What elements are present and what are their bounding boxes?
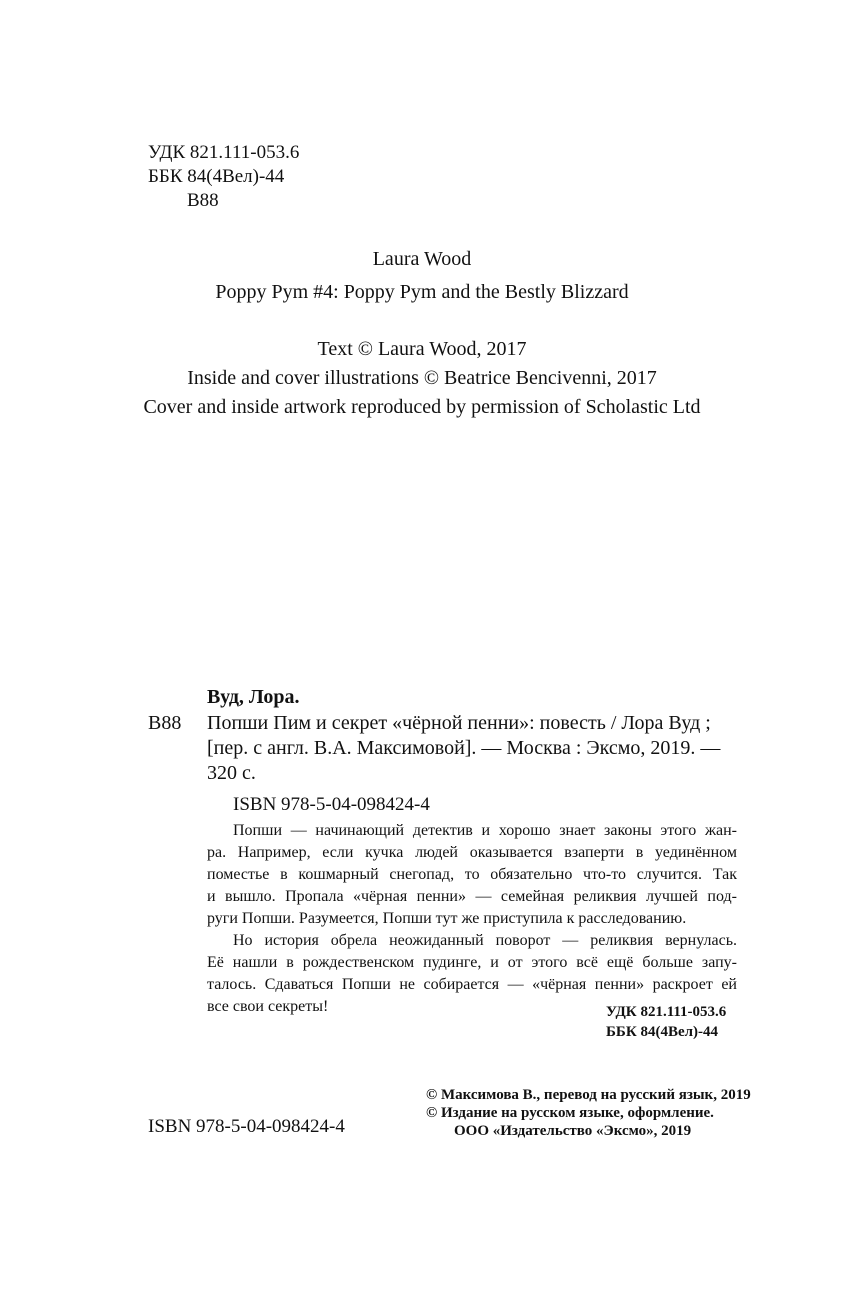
bbk-code: ББК 84(4Вел)-44: [148, 166, 285, 187]
copyright-publisher: ООО «Издательство «Эксмо», 2019: [454, 1123, 692, 1139]
copyright-translation: © Максимова В., перевод на русский язык, 2019: [426, 1087, 751, 1103]
annotation-line: поместье в кошмарный снегопад, то обязательно что-то случится. Так: [207, 866, 737, 883]
annotation-line: Попши — начинающий детектив и хорошо знает законы этого жан-: [233, 822, 737, 839]
footer-isbn: ISBN 978-5-04-098424-4: [148, 1116, 345, 1137]
annotation-line: талось. Сдаваться Попши не собирается — «чёрная пенни» раскроет ей: [207, 976, 737, 993]
annotation-line: и вышло. Пропала «чёрная пенни» — семейная реликвия лучшей под-: [207, 888, 737, 905]
copyright-permission: Cover and inside artwork reproduced by permission of Scholastic Ltd: [143, 396, 701, 418]
catalog-line: Попши Пим и секрет «чёрной пенни»: повесть / Лора Вуд ;: [207, 712, 711, 734]
annotation-line: руги Попши. Разумеется, Попши тут же приступила к расследованию.: [207, 910, 687, 927]
bottom-udk-code: УДК 821.111-053.6: [606, 1004, 727, 1020]
catalog-line: [пер. с англ. В.А. Максимовой]. — Москва : Эксмо, 2019. —: [207, 737, 721, 759]
catalog-heading: Вуд, Лора.: [207, 686, 300, 708]
copyright-edition: © Издание на русском языке, оформление.: [426, 1105, 714, 1121]
copyright-illustrations: Inside and cover illustrations © Beatrice Bencivenni, 2017: [187, 367, 657, 389]
catalog-line: 320 с.: [207, 762, 256, 784]
catalog-mark: В88: [148, 712, 182, 734]
author-mark: В88: [187, 190, 219, 211]
udk-code: УДК 821.111-053.6: [148, 142, 300, 163]
original-title: Poppy Pym #4: Poppy Pym and the Bestly Blizzard: [215, 281, 629, 303]
annotation-line: ра. Например, если кучка людей оказывается взаперти в уединённом: [207, 844, 737, 861]
annotation-line: все свои секреты!: [207, 998, 329, 1015]
original-author: Laura Wood: [372, 248, 472, 270]
catalog-isbn: ISBN 978-5-04-098424-4: [233, 794, 430, 815]
annotation-line: Её нашли в рождественском пудинге, и от этого всё ещё больше запу-: [207, 954, 737, 971]
bottom-bbk-code: ББК 84(4Вел)-44: [606, 1024, 719, 1040]
copyright-text: Text © Laura Wood, 2017: [317, 338, 527, 360]
annotation-line: Но история обрела неожиданный поворот — реликвия вернулась.: [233, 932, 737, 949]
